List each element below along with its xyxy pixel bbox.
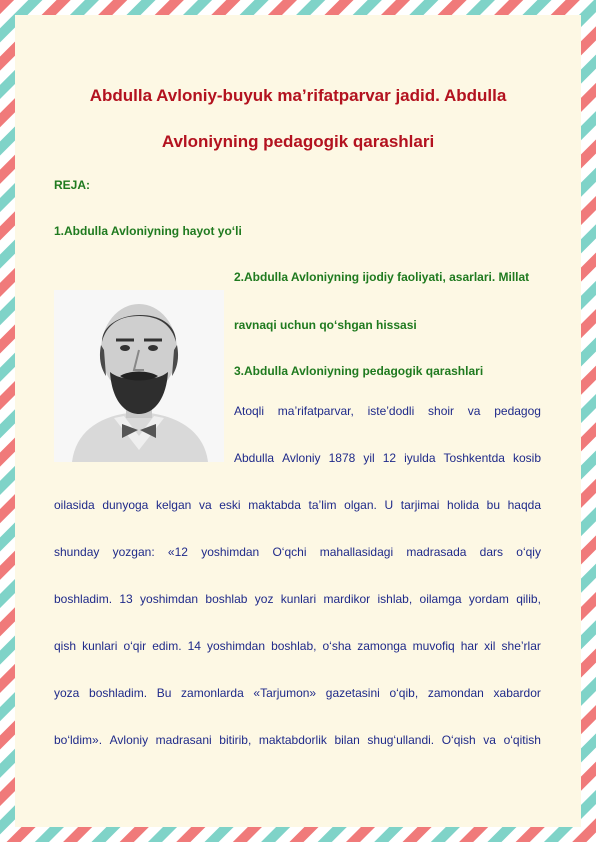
plan-item-2-continued: ravnaqi uchun qo‘shgan hissasi [234,318,417,332]
paragraph-line-3: oilasida dunyoga kelgan va eski maktabda ta’lim olgan. U tarjimai holida bu haqda [54,498,541,512]
plan-item-1: 1.Abdulla Avloniyning hayot yo‘li [54,224,242,238]
plan-item-2: 2.Abdulla Avloniyning ijodiy faoliyati, asarlari. Millat [234,270,530,284]
document-title-line-2: Avloniyning pedagogik qarashlari [161,132,435,151]
document-title-line-1: Abdulla Avloniy-buyuk ma’rifatparvar jadid. Abdulla [89,86,507,105]
paragraph-line-6: qish kunlari o‘qir edim. 14 yoshimdan boshlab, o‘sha zamonga muvofiq har xil she’rlar [54,639,541,653]
paragraph-line-8: bo‘ldim». Avloniy madrasani bitirib, maktabdorlik bilan shug‘ullandi. O‘qish va o‘qitish [54,733,541,747]
paragraph-line-7: yoza boshladim. Bu zamonlarda «Tarjumon» gazetasini o‘qib, zamondan xabardor [54,686,541,700]
paragraph-line-5: boshladim. 13 yoshimdan boshlab yoz kunlari mardikor ishlab, oilamga yordam qilib, [54,592,541,606]
plan-label: REJA: [54,178,91,192]
plan-item-3: 3.Abdulla Avloniyning pedagogik qarashlari [234,364,484,378]
paragraph-line-1: Atoqli ma’rifatparvar, iste’dodli shoir va pedagog [234,404,541,418]
paragraph-line-4: shunday yozgan: «12 yoshimdan O‘qchi mahallasidagi madrasada dars o‘qiy [54,545,541,559]
paragraph-line-2: Abdulla Avloniy 1878 yil 12 iyulda Toshkentda kosib [234,451,541,465]
portrait-image [54,290,224,462]
